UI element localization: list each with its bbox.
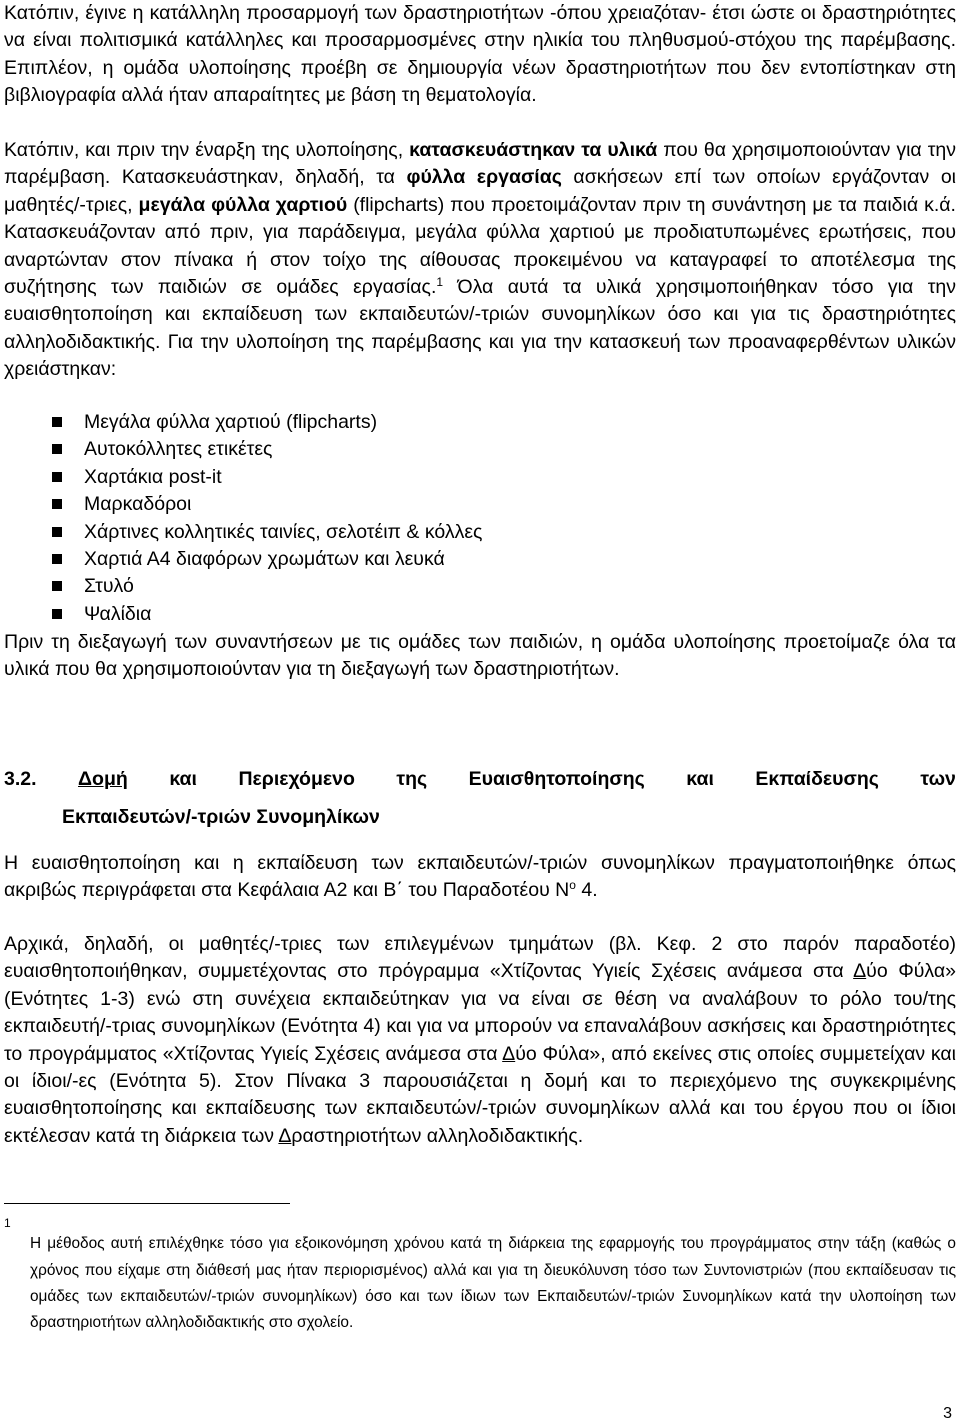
heading-word: των [920,768,956,790]
bold-large-sheets: μεγάλα φύλλα χαρτιού [138,193,348,216]
bold-worksheets: φύλλα εργασίας [406,166,562,189]
heading-word: και [686,768,714,790]
list-item-label: Χαρτιά Α4 διαφόρων χρωμάτων και λευκά [84,548,445,571]
footnote-reference[interactable]: 1 [436,275,444,290]
text-run: (flipcharts) που προετοιμάζονταν πριν τη συνάντηση με τα παιδιά κ.ά. Κατασκευάζονταν από πριν, για παράδειγμα, μεγάλα φύλλα χαρτιού με προδιατυπωμένες ερωτήσεις, που αναρτώνταν στον πίνακα ή στον τοίχο της αίθουσας προκειμένου να καταγραφεί το αποτέλεσμα της συζήτησης των παιδιών σε ομάδες εργασίας. [4,193,956,299]
text-run: ραστηριοτήτων αλληλοδιδακτικής. [291,1124,584,1147]
square-bullet-icon [52,417,62,427]
underlined-letter: Δ [853,960,867,983]
footnote [4,1216,956,1352]
footnote-text: Η μέθοδος αυτή επιλέχθηκε τόσο για εξοικονόμηση χρόνου κατά τη διάρκεια της εφαρμογής του προγράμματος στην τάξη (καθώς ο χρόνος που είχαμε στη διάθεσή μας ήταν περιορισμένος) αλλά και για τη διευκόλυνση τόσο των Συντονιστριών (που εκπαίδευσαν τις ομάδες των εκπαιδευτών/-τριών συνομηλίκων) όσο και των ίδιων των Εκπαιδευτών/-τριών Συνομηλίκων κατά την υλοποίηση των δραστηριοτήτων αλληλοδιδακτικής στο σχολείο. [30,1235,956,1332]
text-run: ύο Φύλα» (Ενότητες 1-3) ενώ στη συνέχεια εκπαιδεύτηκαν για να είναι σε θέση να αναλάβουν το ρόλο του/της εκπαιδευτή/-τριας συνομηλίκων (Ενότητα 4) και για να μπορούν να επαναλάβουν ασκήσεις και δραστηριότητες το προγράμματος «Χτίζοντας Υγιείς Σχέσεις ανάμεσα στα [4,960,956,1065]
page-number: 3 [943,1405,952,1422]
list-item-label: Χαρτάκια post-it [84,465,222,488]
list-item [4,546,956,573]
text-run: Κατόπιν, και πριν την έναρξη της υλοποίησης, [4,139,410,161]
footnote-number: 1 [4,1216,11,1230]
superscript: ο [569,878,576,893]
heading-word: Περιεχόμενο [238,768,355,790]
list-item-label: Ψαλίδια [84,602,152,625]
underlined-letter: Δ [502,1042,516,1065]
heading-word: Ευαισθητοποίησης [468,768,645,790]
list-item-label: Αυτοκόλλητες ετικέτες [84,438,273,461]
text-run: ύο Φύλα», από εκείνες στις οποίες συμμετείχαν και οι ίδιοι/-ες (Ενότητα 5). Στον Πίνακα 3 παρουσιάζεται η δομή και το περιεχόμενο της συγκεκριμένης ευαισθητοποίησης και εκπαίδευσης των εκπαιδευτών/-τριών συνομηλίκων αλλά και του έργου που οι ίδιοι εκτέλεσαν κατά τη διάρκεια των [4,1042,956,1147]
list-item [4,464,956,491]
footnote-separator [4,1203,290,1204]
list-item [4,601,956,628]
square-bullet-icon [52,444,62,454]
text-run: που θα χρησιμοποιούνταν για την παρέμβαση. Κατασκευάστηκαν, δηλαδή, τα [4,139,956,189]
square-bullet-icon [52,554,62,564]
text-run: 4. [575,879,598,902]
heading-word: Δομή [78,768,128,790]
paragraph-intro [4,0,956,110]
square-bullet-icon [52,499,62,509]
list-item-label: Μεγάλα φύλλα χαρτιού (flipcharts) [84,411,378,433]
underlined-letter: Δ [278,1124,292,1147]
text-run: ασκήσεων επί των οποίων εργάζονταν οι μαθητές/-τριες, [4,166,957,216]
list-item-label: Στυλό [84,575,134,598]
list-item [4,409,956,436]
paragraph-intro-text: Κατόπιν, έγινε η κατάλληλη προσαρμογή των δραστηριοτήτων -όπου χρειαζόταν- έτσι ώστε οι δραστηριότητες να είναι πολιτισμικά κατάλληλες και προσαρμοσμένες στην ηλικία του πληθυσμού-στόχου της παρέμβασης. Επιπλέον, η ομάδα υλοποίησης προέβη σε δημιουργία νέων δραστηριοτήτων που δεν εντοπίστηκαν στη βιβλιογραφία αλλά ήταν απαραίτητες με βάση τη θεματολογία. [4,2,956,107]
list-item [4,519,956,546]
heading-word: της [396,768,428,790]
list-item-label: Μαρκαδόροι [84,493,192,516]
paragraph-program [4,931,956,1150]
list-item [4,436,956,463]
list-item-label: Χάρτινες κολλητικές ταινίες, σελοτέιπ & κόλλες [84,520,483,543]
text-run: Όλα αυτά τα υλικά χρησιμοποιήθηκαν τόσο για την ευαισθητοποίηση και εκπαίδευση των εκπαιδευτών/-τριών συνομηλίκων όσο και για τις δραστηριότητες αλληλοδιδακτικής. Για την υλοποίηση της παρέμβασης και για την κατασκευή των προαναφερθέντων υλικών χρειάστηκαν: [4,276,956,381]
section-number: 3.2. [4,768,37,790]
paragraph-training [4,850,956,905]
paragraph-preparation [4,629,956,684]
paragraph-preparation-text: Πριν τη διεξαγωγή των συναντήσεων με τις ομάδες των παιδιών, η ομάδα υλοποίησης προετοίμαζε όλα τα υλικά που θα χρησιμοποιούνταν για τη διεξαγωγή των δραστηριοτήτων. [4,631,956,681]
square-bullet-icon [52,527,62,537]
materials-list [4,409,956,628]
heading-word: Εκπαίδευσης [755,768,879,790]
text-run: Η ευαισθητοποίηση και η εκπαίδευση των εκπαιδευτών/-τριών συνομηλίκων πραγματοποιήθηκε όπως ακριβώς περιγράφεται στα Κεφάλαια Α2 και Β΄ του Παραδοτέου Ν [4,852,956,902]
paragraph-materials-construction [4,137,956,384]
text-run: Αρχικά, δηλαδή, οι μαθητές/-τριες των επιλεγμένων τμημάτων (βλ. Κεφ. 2 στο παρόν παραδοτέο) ευαισθητοποιήθηκαν, συμμετέχοντας στο πρόγραμμα «Χτίζοντας Υγιείς Σχέσεις ανάμεσα στα [4,933,956,983]
heading-word: και [169,768,197,790]
bold-materials-constructed: κατασκευάστηκαν τα υλικά [409,139,658,161]
list-item [4,573,956,600]
square-bullet-icon [52,581,62,591]
square-bullet-icon [52,609,62,619]
section-heading-continued: Εκπαιδευτών/-τριών Συνομηλίκων [62,806,380,828]
section-heading [4,766,956,793]
square-bullet-icon [52,472,62,482]
list-item [4,491,956,518]
